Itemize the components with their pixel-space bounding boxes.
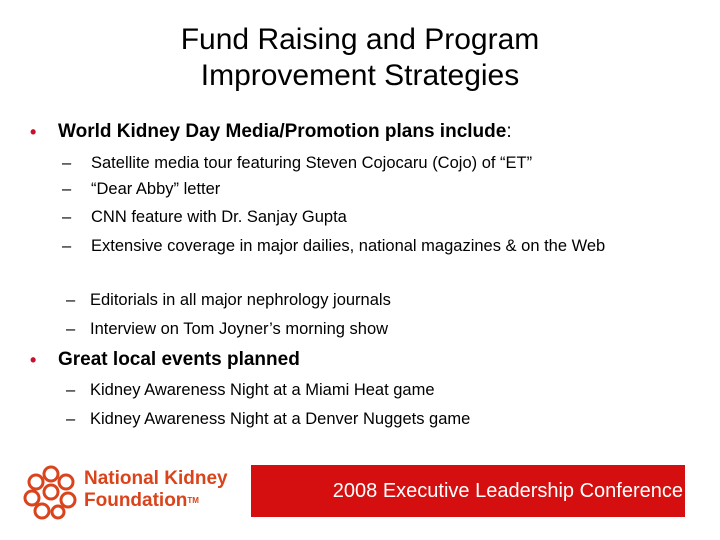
- nkf-logo-trademark: TM: [187, 496, 199, 505]
- bullet-world-kidney-day: [30, 120, 512, 144]
- nkf-logo-mark-icon: [22, 462, 80, 522]
- sub-item-text: Extensive coverage in major dailies, national magazines & on the Web: [91, 237, 606, 255]
- nkf-logo-text: [84, 468, 228, 512]
- dash-icon: –: [66, 410, 76, 428]
- dash-icon: –: [62, 208, 72, 226]
- bullet-local-events: [30, 348, 300, 372]
- slide-title-line-2: Improvement Strategies: [200, 59, 520, 92]
- bullet-label-suffix: :: [506, 121, 512, 142]
- sub-item-text: Satellite media tour featuring Steven Cojocaru (Cojo) of “ET”: [91, 154, 533, 172]
- dash-icon: –: [66, 291, 76, 309]
- sub-item-text: Interview on Tom Joyner’s morning show: [90, 320, 389, 338]
- sub-item-text: “Dear Abby” letter: [91, 180, 221, 198]
- nkf-logo: [22, 462, 252, 522]
- bullet-label: Great local events planned: [58, 349, 300, 370]
- nkf-logo-line-1: National Kidney: [84, 468, 228, 489]
- bullet-icon: •: [30, 122, 37, 142]
- sub-item: [62, 236, 681, 257]
- sub-item-text: Kidney Awareness Night at a Miami Heat game: [90, 381, 435, 399]
- sub-item-text: CNN feature with Dr. Sanjay Gupta: [91, 208, 347, 226]
- slide-title-line-1: Fund Raising and Program: [180, 23, 540, 56]
- dash-icon: –: [66, 381, 76, 399]
- sub-item: [66, 409, 470, 430]
- sub-item-text: Kidney Awareness Night at a Denver Nuggets game: [90, 410, 471, 428]
- bullet-label: World Kidney Day Media/Promotion plans include: [58, 121, 507, 142]
- sub-item: [62, 153, 532, 174]
- sub-item: [62, 179, 220, 200]
- sub-item: [62, 207, 347, 228]
- conference-banner: [251, 465, 685, 517]
- sub-item: [66, 319, 388, 340]
- slide-title: [0, 22, 720, 94]
- sub-item: [66, 380, 435, 401]
- sub-item-text: Editorials in all major nephrology journals: [90, 291, 391, 309]
- dash-icon: –: [62, 237, 72, 255]
- conference-banner-text: 2008 Executive Leadership Conference: [332, 480, 683, 502]
- bullet-icon: •: [30, 350, 37, 370]
- sub-item: [66, 290, 391, 311]
- dash-icon: –: [62, 154, 72, 172]
- dash-icon: –: [66, 320, 76, 338]
- nkf-logo-line-2: Foundation: [84, 490, 188, 511]
- dash-icon: –: [62, 180, 72, 198]
